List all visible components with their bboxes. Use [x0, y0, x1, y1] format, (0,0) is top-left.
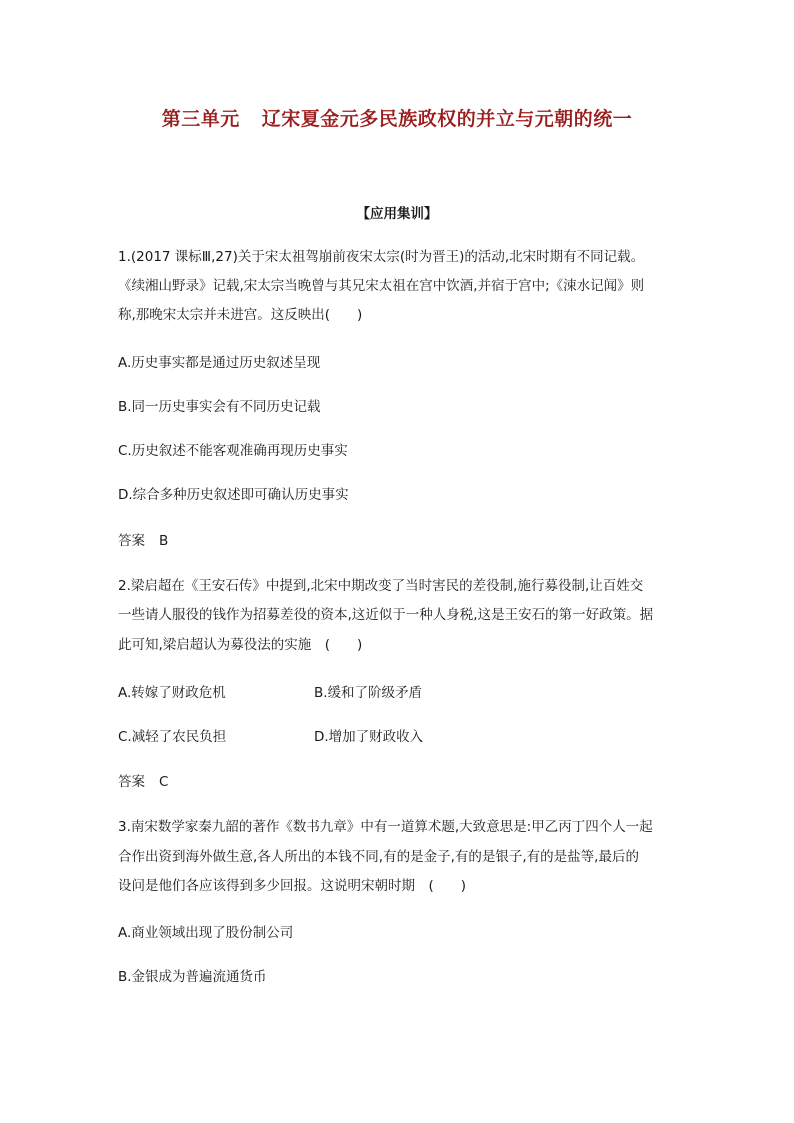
- q2-answer: [118, 773, 678, 791]
- q2-option-a: A.转嫁了财政危机: [118, 685, 226, 701]
- q1-stem-line-1: 1.(2017 课标Ⅲ,27)关于宋太祖驾崩前夜宋太宗(时为晋王)的活动,北宋时期有不同记载。: [118, 249, 645, 265]
- q1-option-c: C.历史叙述不能客观准确再现历史事实: [118, 443, 348, 459]
- q1-answer: [118, 532, 678, 550]
- q3-option-a: A.商业领域出现了股份制公司: [118, 925, 294, 941]
- q2-option-c: C.减轻了农民负担: [118, 729, 227, 745]
- q2-stem-line-1: 2.梁启超在《王安石传》中提到,北宋中期改变了当时害民的差役制,施行募役制,让百姓交: [118, 578, 644, 594]
- q3-stem-line-2: 合作出资到海外做生意,各人所出的本钱不同,有的是金子,有的是银子,有的是盐等,最后的: [118, 849, 639, 865]
- unit-label: 第三单元: [161, 108, 240, 130]
- answer-value: B: [159, 533, 169, 549]
- q3-stem-line-1: 3.南宋数学家秦九韶的著作《数书九章》中有一道算术题,大致意思是:甲乙丙丁四个人一起: [118, 819, 653, 835]
- q3-stem-line-3: 设问是他们各应该得到多少回报。这说明宋朝时期 ( ): [118, 878, 467, 894]
- q2-stem-line-3: 此可知,梁启超认为募役法的实施 ( ): [118, 637, 363, 653]
- page-title: [0, 104, 794, 131]
- q2-option-b: B.缓和了阶级矛盾: [314, 685, 423, 701]
- q2-stem-line-2: 一些请人服役的钱作为招募差役的资本,这近似于一种人身税,这是王安石的第一好政策。据: [118, 607, 654, 623]
- q3-option-b: B.金银成为普遍流通货币: [118, 969, 267, 985]
- q1-option-d: D.综合多种历史叙述即可确认历史事实: [118, 487, 349, 503]
- q1-stem-line-3: 称,那晚宋太宗并未进宫。这反映出( ): [118, 307, 363, 323]
- q1-stem-line-2: 《续湘山野录》记载,宋太宗当晚曾与其兄宋太祖在宫中饮酒,并宿于宫中;《涑水记闻》则: [118, 278, 645, 294]
- answer-value: C: [159, 774, 169, 790]
- answer-label: 答案: [118, 774, 145, 790]
- q1-option-b: B.同一历史事实会有不同历史记载: [118, 399, 321, 415]
- answer-label: 答案: [118, 533, 145, 549]
- section-heading: 【应用集训】: [356, 206, 438, 222]
- q2-option-d: D.增加了财政收入: [314, 729, 424, 745]
- unit-topic: 辽宋夏金元多民族政权的并立与元朝的统一: [261, 108, 633, 130]
- q1-option-a: A.历史事实都是通过历史叙述呈现: [118, 355, 321, 371]
